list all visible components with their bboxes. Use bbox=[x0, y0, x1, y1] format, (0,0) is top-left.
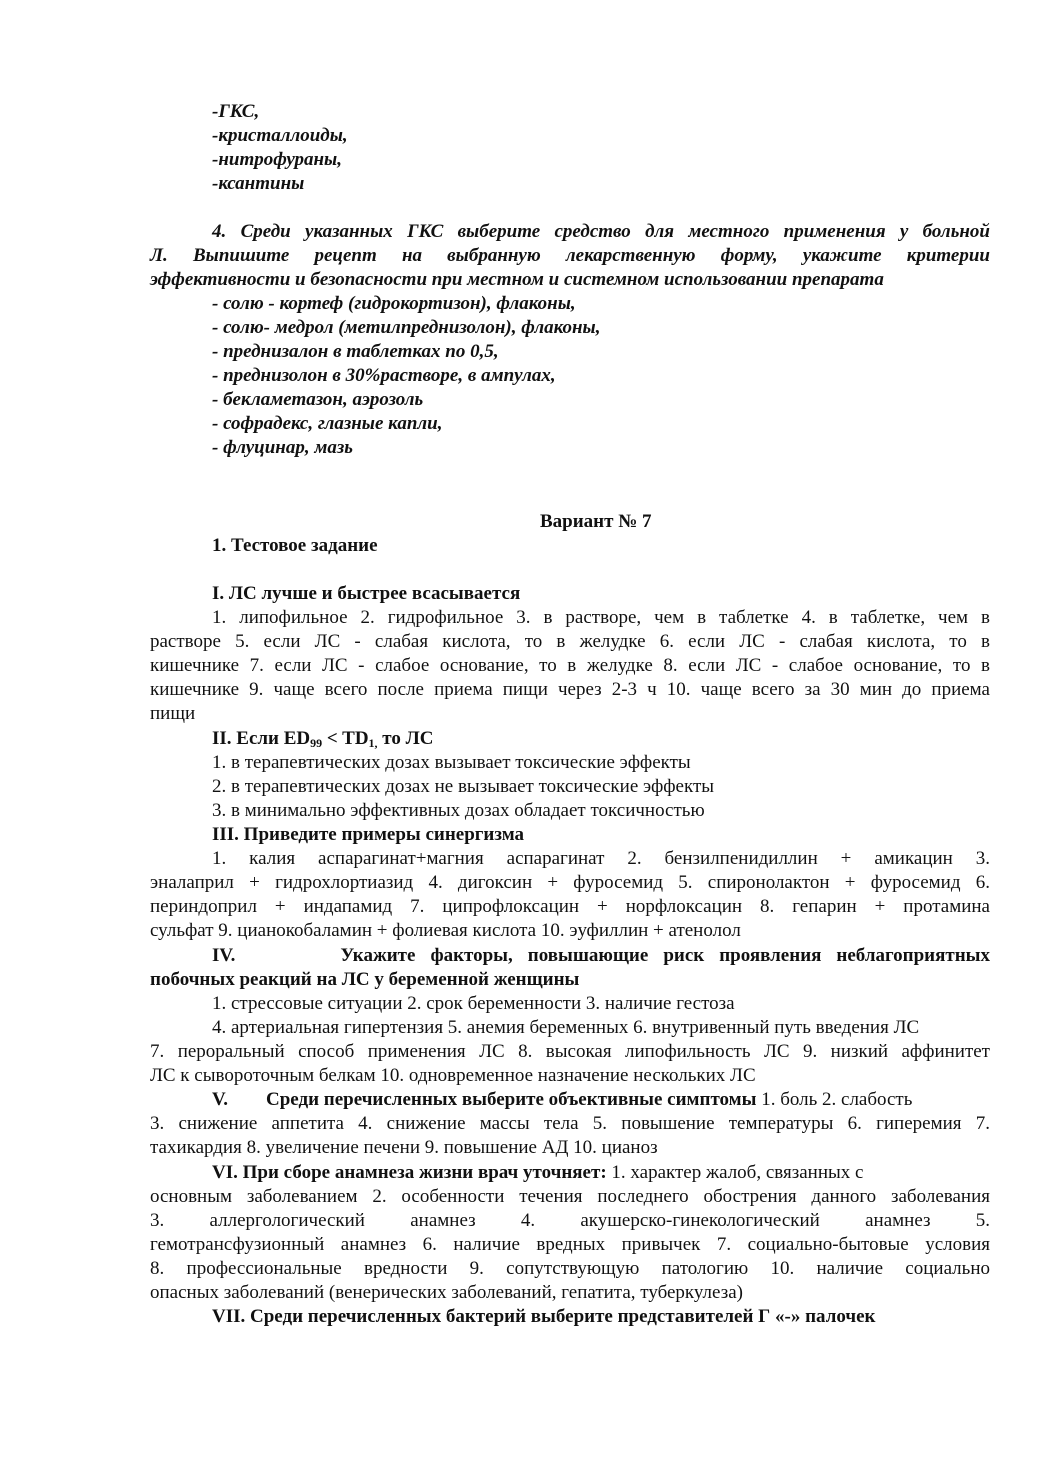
q4-text: Л. Выпишите рецепт на выбранную лекарственную форму, укажите критерии bbox=[150, 245, 990, 266]
section-heading-part: < TD bbox=[322, 728, 369, 749]
section-heading: VI. При сборе анамнеза жизни врач уточняет: bbox=[212, 1162, 607, 1183]
section-text: основным заболеванием 2. особенности течения последнего обострения данного заболевания bbox=[150, 1186, 990, 1207]
section-text: 1. калия аспарагинат+магния аспарагинат 2. бензилпенидиллин + амикацин 3. bbox=[212, 848, 990, 869]
section-text: периндоприл + индапамид 7. ципрофлоксацин + норфлоксацин 8. гепарин + протамина bbox=[150, 896, 990, 917]
section-text: 1. характер жалоб, связанных с bbox=[606, 1162, 864, 1183]
top-list-item: -ксантины bbox=[212, 173, 305, 194]
q4-option: - флуцинар, мазь bbox=[212, 437, 353, 458]
q4-option: - софрадекс, глазные капли, bbox=[212, 413, 443, 434]
section-text: 4. артериальная гипертензия 5. анемия беременных 6. внутривенный путь введения ЛС bbox=[212, 1017, 920, 1038]
section-heading-part: то ЛС bbox=[377, 728, 434, 749]
section-text: сульфат 9. цианокобаламин + фолиевая кислота 10. эуфиллин + атенолол bbox=[150, 920, 741, 941]
section-heading: III. Приведите примеры синергизма bbox=[212, 824, 525, 845]
section-text: 1. в терапевтических дозах вызывает токсические эффекты bbox=[212, 752, 691, 773]
test-title: 1. Тестовое задание bbox=[212, 535, 378, 556]
section-text: 2. в терапевтических дозах не вызывает токсические эффекты bbox=[212, 776, 715, 797]
section-text: 1. стрессовые ситуации 2. срок беременности 3. наличие гестоза bbox=[212, 993, 735, 1014]
section-text: 3. аллергологический анамнез 4. акушерско-гинекологический анамнез 5. bbox=[150, 1210, 990, 1231]
section-text: гемотрансфузионный анамнез 6. наличие вредных привычек 7. социально-бытовые условия bbox=[150, 1234, 990, 1255]
section-text: опасных заболеваний (венерических заболеваний, гепатита, туберкулеза) bbox=[150, 1282, 743, 1303]
section-text: эналаприл + гидрохлортиазид 4. дигоксин + фуросемид 5. спиронолактон + фуросемид 6. bbox=[150, 872, 990, 893]
top-list-item: -ГКС, bbox=[212, 101, 260, 122]
section-text: 3. снижение аппетита 4. снижение массы тела 5. повышение температуры 6. гиперемия 7. bbox=[150, 1113, 990, 1134]
q4-text: эффективности и безопасности при местном и системном использовании препарата bbox=[150, 269, 884, 290]
variant-title: Вариант № 7 bbox=[540, 511, 652, 532]
section-text: тахикардия 8. увеличение печени 9. повышение АД 10. цианоз bbox=[150, 1137, 658, 1158]
subscript: 1, bbox=[368, 736, 378, 750]
q4-option: - преднизалон в таблетках по 0,5, bbox=[212, 341, 499, 362]
section-text: 8. профессиональные вредности 9. сопутствующую патологию 10. наличие социально bbox=[150, 1258, 990, 1279]
top-list-item: -нитрофураны, bbox=[212, 149, 342, 170]
section-text: 7. пероральный способ применения ЛС 8. высокая липофильность ЛС 9. низкий аффинитет bbox=[150, 1041, 990, 1062]
section-text: ЛС к сывороточным белкам 10. одновременное назначение нескольких ЛС bbox=[150, 1065, 756, 1086]
section-heading: IV. Укажите факторы, повышающие риск проявления неблагоприятных bbox=[212, 945, 990, 966]
q4-option: - бекламетазон, аэрозоль bbox=[212, 389, 424, 410]
section-text: 1. липофильное 2. гидрофильное 3. в растворе, чем в таблетке 4. в таблетке, чем в bbox=[212, 607, 990, 628]
section-text: растворе 5. если ЛС - слабая кислота, то в желудке 6. если ЛС - слабая кислота, то в bbox=[150, 631, 990, 652]
section-heading: V. Среди перечисленных выберите объективные симптомы bbox=[212, 1089, 757, 1110]
section-heading: VII. Среди перечисленных бактерий выберите представителей Г «-» палочек bbox=[212, 1306, 876, 1327]
section-text: 1. боль 2. слабость bbox=[756, 1089, 913, 1110]
section-heading: I. ЛС лучше и быстрее всасывается bbox=[212, 583, 521, 604]
section-text: кишечнике 7. если ЛС - слабое основание, то в желудке 8. если ЛС - слабое основание, то в bbox=[150, 655, 990, 676]
top-list-item: -кристаллоиды, bbox=[212, 125, 348, 146]
section-heading: побочных реакций на ЛС у беременной женщины bbox=[150, 969, 580, 990]
section-text: кишечнике 9. чаще всего после приема пищи через 2-3 ч 10. чаще всего за 30 мин до приема bbox=[150, 679, 990, 700]
section-heading-line bbox=[212, 1161, 863, 1185]
section-heading-part: II. Если ED bbox=[212, 728, 311, 749]
q4-option: - солю- медрол (метилпреднизолон), флаконы, bbox=[212, 317, 601, 338]
section-heading-line bbox=[212, 1088, 912, 1112]
section-text: 3. в минимально эффективных дозах обладает токсичностью bbox=[212, 800, 705, 821]
subscript: 99 bbox=[310, 736, 323, 750]
q4-option: - солю - кортеф (гидрокортизон), флаконы, bbox=[212, 293, 576, 314]
q4-option: - преднизолон в 30%растворе, в ампулах, bbox=[212, 365, 556, 386]
section-text: пищи bbox=[150, 703, 196, 724]
q4-text: 4. Среди указанных ГКС выберите средство для местного применения у больной bbox=[212, 221, 990, 242]
